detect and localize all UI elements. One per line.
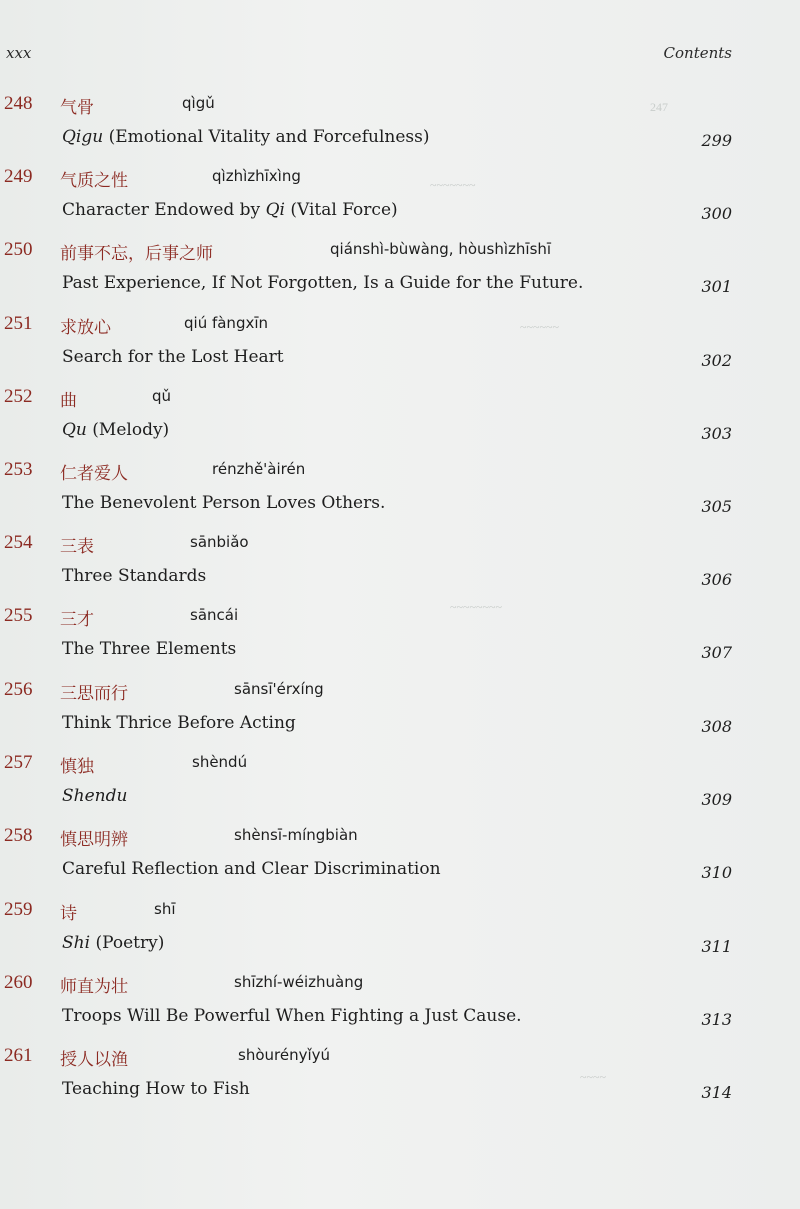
contents-entry[interactable] [0, 532, 800, 602]
entry-english-text: Careful Reflection and Clear Discrimination [62, 859, 441, 879]
entry-english-italic-term: Qigu [62, 127, 104, 147]
entry-chinese-term: 三思而行 [60, 684, 128, 704]
entry-chinese-term: 求放心 [60, 318, 111, 338]
entry-pinyin: qìzhìzhīxìng [212, 167, 301, 185]
contents-entry[interactable] [0, 825, 800, 895]
entry-number: 248 [4, 93, 33, 114]
entry-english-text: (Vital Force) [284, 200, 398, 220]
contents-entry[interactable] [0, 93, 800, 163]
entry-english-text: (Emotional Vitality and Forcefulness) [103, 127, 430, 147]
entry-page-number: 302 [701, 351, 732, 370]
bleed-through-text: 247 [650, 100, 668, 114]
entry-page-number: 306 [701, 570, 732, 589]
bleed-through-text: ~~~~~~~~ [450, 600, 502, 614]
entry-number: 255 [4, 605, 33, 626]
entry-pinyin: rénzhě'àirén [212, 460, 306, 478]
entry-number: 258 [4, 825, 33, 846]
contents-entry[interactable] [0, 752, 800, 822]
entry-chinese-term: 慎思明辨 [60, 830, 128, 850]
entry-pinyin: qǔ [152, 387, 172, 405]
entry-chinese-term: 三表 [60, 537, 94, 557]
entry-number: 251 [4, 313, 33, 334]
entry-english-text: Think Thrice Before Acting [62, 713, 296, 733]
header-page-number: xxx [6, 44, 32, 62]
entry-english-title [62, 859, 441, 879]
entry-english-text: Past Experience, If Not Forgotten, Is a Guide for the Future. [62, 273, 584, 293]
entry-english-text: Three Standards [62, 566, 207, 586]
entry-pinyin: qiánshì-bùwàng, hòushìzhīshī [330, 240, 552, 258]
entry-pinyin: shòurényǐyú [238, 1046, 331, 1064]
entry-number: 259 [4, 899, 33, 920]
entry-english-title [62, 786, 127, 806]
contents-entry[interactable] [0, 972, 800, 1042]
entry-number: 253 [4, 459, 33, 480]
contents-entry[interactable] [0, 459, 800, 529]
entry-chinese-term: 气骨 [60, 98, 94, 118]
entry-page-number: 314 [701, 1083, 732, 1102]
entry-pinyin: shī [154, 900, 176, 918]
entry-english-text: (Poetry) [90, 933, 165, 953]
entry-english-title [62, 713, 296, 733]
entry-pinyin: shèndú [192, 753, 248, 771]
entry-chinese-term: 师直为壮 [60, 977, 128, 997]
entry-english-italic-term: Qi [265, 200, 285, 220]
contents-entry[interactable] [0, 605, 800, 675]
entry-english-text: (Melody) [86, 420, 170, 440]
entry-english-prefix: Character Endowed by [62, 200, 266, 220]
entry-english-title [62, 566, 206, 586]
entry-english-title [62, 639, 236, 659]
entry-pinyin: sāncái [190, 606, 239, 624]
entry-english-italic-term: Shendu [62, 786, 128, 806]
contents-entry[interactable] [0, 679, 800, 749]
entry-chinese-term: 授人以渔 [60, 1050, 128, 1070]
entry-number: 257 [4, 752, 33, 773]
entry-page-number: 313 [701, 1010, 732, 1029]
entry-chinese-term: 诗 [60, 904, 77, 924]
entry-english-text: The Three Elements [62, 639, 237, 659]
entry-page-number: 303 [701, 424, 732, 443]
entry-english-title [62, 493, 385, 513]
entry-page-number: 300 [701, 204, 732, 223]
entry-english-title [62, 1079, 250, 1099]
contents-entry[interactable] [0, 166, 800, 236]
entry-english-title [62, 127, 430, 147]
contents-entry[interactable] [0, 1045, 800, 1115]
entry-page-number: 311 [701, 937, 732, 956]
entry-page-number: 310 [701, 863, 732, 882]
entry-chinese-term: 慎独 [60, 757, 94, 777]
entry-english-text: The Benevolent Person Loves Others. [62, 493, 386, 513]
entry-chinese-term: 前事不忘，后事之师 [60, 244, 213, 264]
bleed-through-text: ~~~~~~ [520, 320, 559, 334]
entry-number: 249 [4, 166, 33, 187]
entry-page-number: 307 [701, 643, 732, 662]
entry-page-number: 305 [701, 497, 732, 516]
entry-english-text: Search for the Lost Heart [62, 347, 284, 367]
entry-pinyin: qiú fàngxīn [184, 314, 269, 332]
entry-number: 250 [4, 239, 33, 260]
entry-english-title [62, 933, 164, 953]
entry-pinyin: shènsī-míngbiàn [234, 826, 358, 844]
entry-english-title [62, 347, 284, 367]
entry-page-number: 301 [701, 277, 732, 296]
contents-entry[interactable] [0, 239, 800, 309]
entry-page-number: 308 [701, 717, 732, 736]
entry-number: 252 [4, 386, 33, 407]
entry-pinyin: shīzhí-wéizhuàng [234, 973, 364, 991]
entry-number: 254 [4, 532, 33, 553]
entry-number: 260 [4, 972, 33, 993]
bleed-through-text: ~~~~ [580, 1070, 606, 1084]
contents-entry[interactable] [0, 313, 800, 383]
entry-number: 261 [4, 1045, 33, 1066]
entry-chinese-term: 曲 [60, 391, 77, 411]
bleed-through-text: ~~~~~~~ [430, 178, 476, 192]
running-header [0, 44, 800, 66]
entry-chinese-term: 仁者爱人 [60, 464, 128, 484]
entry-number: 256 [4, 679, 33, 700]
contents-entry[interactable] [0, 386, 800, 456]
entry-english-title [62, 420, 169, 440]
entry-english-text: Troops Will Be Powerful When Fighting a Just Cause. [62, 1006, 522, 1026]
entry-chinese-term: 气质之性 [60, 171, 128, 191]
header-section-title: Contents [663, 44, 732, 62]
entry-english-italic-term: Shi [62, 933, 91, 953]
entry-chinese-term: 三才 [60, 610, 94, 630]
entry-pinyin: sānsī'érxíng [234, 680, 324, 698]
entry-english-title [62, 1006, 522, 1026]
entry-english-title [62, 273, 583, 293]
contents-entry[interactable] [0, 899, 800, 969]
entry-pinyin: qìgǔ [182, 94, 215, 112]
entry-english-title [62, 200, 398, 220]
entry-pinyin: sānbiǎo [190, 533, 249, 551]
entry-english-italic-term: Qu [62, 420, 87, 440]
entry-page-number: 299 [701, 131, 732, 150]
entry-english-text: Teaching How to Fish [62, 1079, 250, 1099]
entry-page-number: 309 [701, 790, 732, 809]
